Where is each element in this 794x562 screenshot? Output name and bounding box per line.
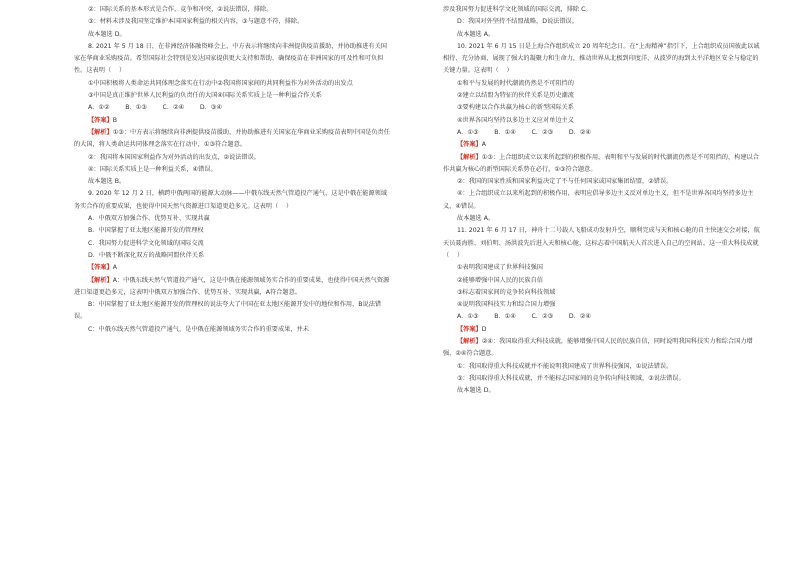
paragraph-text: 11. 2021 年 6 月 17 日，神舟十二号载人飞船成功发射升空，顺利完成与天和核心舱的自主快速交会对接，航天员聂海胜、刘伯明、汤洪波先后进入天和核心舱，这标志着中国航天人首次进入自己的空间站。这一重大科技成就（ ） (443, 227, 760, 259)
paragraph-text: B．中国掌握了亚太地区能源开发的管理权 (88, 227, 204, 235)
text-paragraph (443, 385, 761, 397)
text-paragraph (74, 250, 392, 262)
text-paragraph (443, 225, 761, 262)
paragraph-text: 故本题选 D。 (457, 387, 495, 395)
paragraph-text: 故本题选 A。 (457, 30, 495, 38)
left-column (74, 4, 392, 336)
text-paragraph (443, 188, 761, 213)
answer-paragraph (74, 127, 392, 152)
paragraph-text: ③标志着国家间的竞争转向科技领域 (457, 288, 556, 296)
text-paragraph (443, 78, 761, 90)
text-paragraph (74, 41, 392, 78)
text-paragraph (443, 176, 761, 188)
paragraph-text: A (112, 264, 117, 272)
paragraph-text: B (112, 116, 117, 124)
paragraph-text: ③：材料未涉及我国坚定维护本国国家利益的相关内容，③与题意不符，排除。 (88, 18, 304, 26)
paragraph-text: ③中国是真正维护世界人民利益的负责任的大国④国际关系实质上是一种利益合作关系 (88, 92, 322, 100)
paragraph-text: ①中国积极将人类命运共同体理念落实在行动中②我国将国家间的共同利益作为对外活动的出发点 (88, 79, 353, 87)
paragraph-text: 故本题选 D。 (88, 30, 126, 38)
paragraph-text: ②能够增强中国人民的民族自信 (457, 276, 543, 284)
paragraph-text: ④：上合组织成立以来所起到的积极作用，表明应倡导多边主义反对单边主义，但不是世界各国均坚持多边主义，④错误。 (443, 190, 754, 210)
right-column (443, 4, 761, 398)
paragraph-text: 8. 2021 年 5 月 18 日，在非洲经济体融资峰会上，中方表示将继续向非洲提供疫苗援助，并协助推进有关国家在华商业采购疫苗。希望国际社会特别是发达国家提供更大支持和帮助，确保疫苗在非洲国家的可及性和可负担性。这表明（ ） (74, 42, 387, 75)
paragraph-text: ④世界各国均坚持以多边主义应对单边主义 (457, 116, 574, 124)
paragraph-text: A．①② B．①③ C．②④ D．③④ (88, 104, 222, 112)
answer-paragraph (74, 262, 392, 274)
answer-paragraph (443, 336, 761, 361)
text-paragraph (443, 4, 761, 16)
text-paragraph (74, 16, 392, 28)
paragraph-text: A．①③ B．①④ C．②③ D．②④ (457, 128, 591, 136)
text-paragraph (443, 275, 761, 287)
paragraph-text: D．中俄不断深化双方的战略同盟伙伴关系 (88, 251, 205, 259)
text-paragraph (74, 164, 392, 176)
paragraph-text: 故本题选 A。 (457, 215, 495, 223)
paragraph-text: ④：国际关系实质上是一种利益关系，④错误。 (88, 165, 217, 173)
paragraph-text: ②：我国的国家性质和国家利益决定了不与任何国家或国家集团结盟，②错误。 (457, 178, 673, 186)
answer-paragraph (74, 115, 392, 127)
text-paragraph (443, 361, 761, 373)
text-paragraph (443, 262, 761, 274)
paragraph-text: 10. 2021 年 6 月 15 日是上海合作组织成立 20 周年纪念日。在“上海精神”指引下，上合组织成员国彼此以诚相待、充分协商，展现了强大的凝聚力和生命力，推动世界从北极到印度洋、从波罗的海到太平洋地区安全与稳定的关键力量。这表明（ ） (443, 42, 760, 75)
answer-label: 【解析】 (457, 153, 482, 161)
paragraph-text: C．我国努力促进科学文化领域的国际交流 (88, 239, 204, 247)
answer-label: 【解析】 (88, 128, 113, 136)
answer-label: 【答案】 (457, 325, 482, 333)
text-paragraph (74, 324, 392, 336)
text-paragraph (74, 213, 392, 225)
answer-paragraph (443, 139, 761, 151)
text-paragraph (74, 299, 392, 324)
paragraph-text: ③：我国取得重大科技成就，并不能标志国家间的竞争转向科技领域，③说法错误。 (457, 374, 685, 382)
text-paragraph (443, 299, 761, 311)
paragraph-text: ①③：上合组织成立以来所起到的积极作用，表明和平与发展的时代潮流仍然是不可阻挡的，构建以合作共赢为核心的新型国际关系势在必行，①③符合题意。 (443, 153, 759, 173)
paragraph-text: A．中俄双方加强合作、优势互补、实现共赢 (88, 215, 210, 223)
text-paragraph (74, 4, 392, 16)
text-paragraph (443, 16, 761, 28)
text-paragraph (443, 287, 761, 299)
answer-label: 【答案】 (88, 116, 113, 124)
paragraph-text: ②建立以结盟为特征的伙伴关系是历史潮流 (457, 92, 574, 100)
paragraph-text: A：中俄东线天然气管道投产通气，这是中俄在能源领域务实合作的重要成果，也使得中国天然气资源进口渠道更趋多元，这表明中俄双方加强合作、优势互补、实现共赢，A符合题意。 (74, 276, 390, 296)
text-paragraph (443, 127, 761, 139)
paragraph-text: C：中俄东线天然气管道投产通气，是中俄在能源领域务实合作的重要成果，并未 (88, 325, 309, 333)
text-paragraph (443, 213, 761, 225)
paragraph-text: 故本题选 B。 (88, 178, 126, 186)
paragraph-text: A (481, 141, 486, 149)
text-paragraph (74, 102, 392, 114)
text-paragraph (74, 238, 392, 250)
paragraph-text: 9. 2020 年 12 月 2 日，横跨中俄两国的能源大动脉——中俄东线天然气管道投产通气，这是中俄在能源领域务实合作的重要成果，也使得中国天然气资源进口渠道更趋多元。这表明（ ） (74, 190, 387, 210)
paragraph-text: ③要构建以合作共赢为核心的新型国际关系 (457, 104, 574, 112)
answer-paragraph (443, 324, 761, 336)
paragraph-text: ②④：我国取得重大科技成就，能够增强中国人民的民族自信，同时说明我国科技实力和综合国力增强，②④符合题意。 (443, 338, 753, 358)
paragraph-text: ①：我国取得重大科技成就并不能说明我国建成了世界科技强国，①说法错误。 (457, 362, 673, 370)
text-paragraph (74, 29, 392, 41)
paragraph-text: ①③：中方表示将继续向非洲提供疫苗援助，并协助推进有关国家在华商业采购疫苗表明中国是负责任的大国，将人类命运共同体理念落实在行动中，①③符合题意。 (74, 128, 390, 149)
text-paragraph (74, 152, 392, 164)
paragraph-text: ①表明我国建成了世界科技强国 (457, 264, 543, 272)
text-paragraph (74, 176, 392, 188)
answer-label: 【解析】 (457, 338, 482, 346)
answer-paragraph (443, 152, 761, 177)
text-paragraph (74, 78, 392, 90)
text-paragraph (443, 90, 761, 102)
paragraph-text: ④说明我国科技实力和综合国力增强 (457, 301, 556, 309)
paragraph-text: 涉及我国努力促进科学文化领域的国际交流，排除 C。 (443, 6, 592, 13)
text-paragraph (74, 188, 392, 213)
paragraph-text: D (481, 325, 487, 333)
text-paragraph (443, 29, 761, 41)
paragraph-text: ②：我国将本国国家利益作为对外活动的出发点，②说法错误。 (88, 153, 260, 161)
text-paragraph (443, 311, 761, 323)
text-paragraph (443, 41, 761, 78)
paragraph-text: A．①③ B．①④ C．②③ D．②④ (457, 313, 591, 321)
answer-label: 【解析】 (88, 276, 113, 284)
text-paragraph (74, 90, 392, 102)
answer-label: 【答案】 (88, 264, 113, 272)
answer-paragraph (74, 275, 392, 300)
text-paragraph (443, 373, 761, 385)
text-paragraph (74, 225, 392, 237)
paragraph-text: B：中国掌握了亚太地区能源开发的管理权的说法夸大了中国在亚太地区能源开发中的地位和作用，B说法错误。 (74, 301, 382, 321)
paragraph-text: D：我国对外坚持不结盟战略，D说法错误。 (457, 18, 578, 26)
paragraph-text: ②：国际关系的基本形式是合作、竞争和冲突，②说法错误，排除。 (88, 6, 273, 13)
text-paragraph (443, 115, 761, 127)
answer-label: 【答案】 (457, 141, 482, 149)
text-paragraph (443, 102, 761, 114)
paragraph-text: ①和平与发展的时代潮流仍然是不可阻挡的 (457, 79, 574, 87)
